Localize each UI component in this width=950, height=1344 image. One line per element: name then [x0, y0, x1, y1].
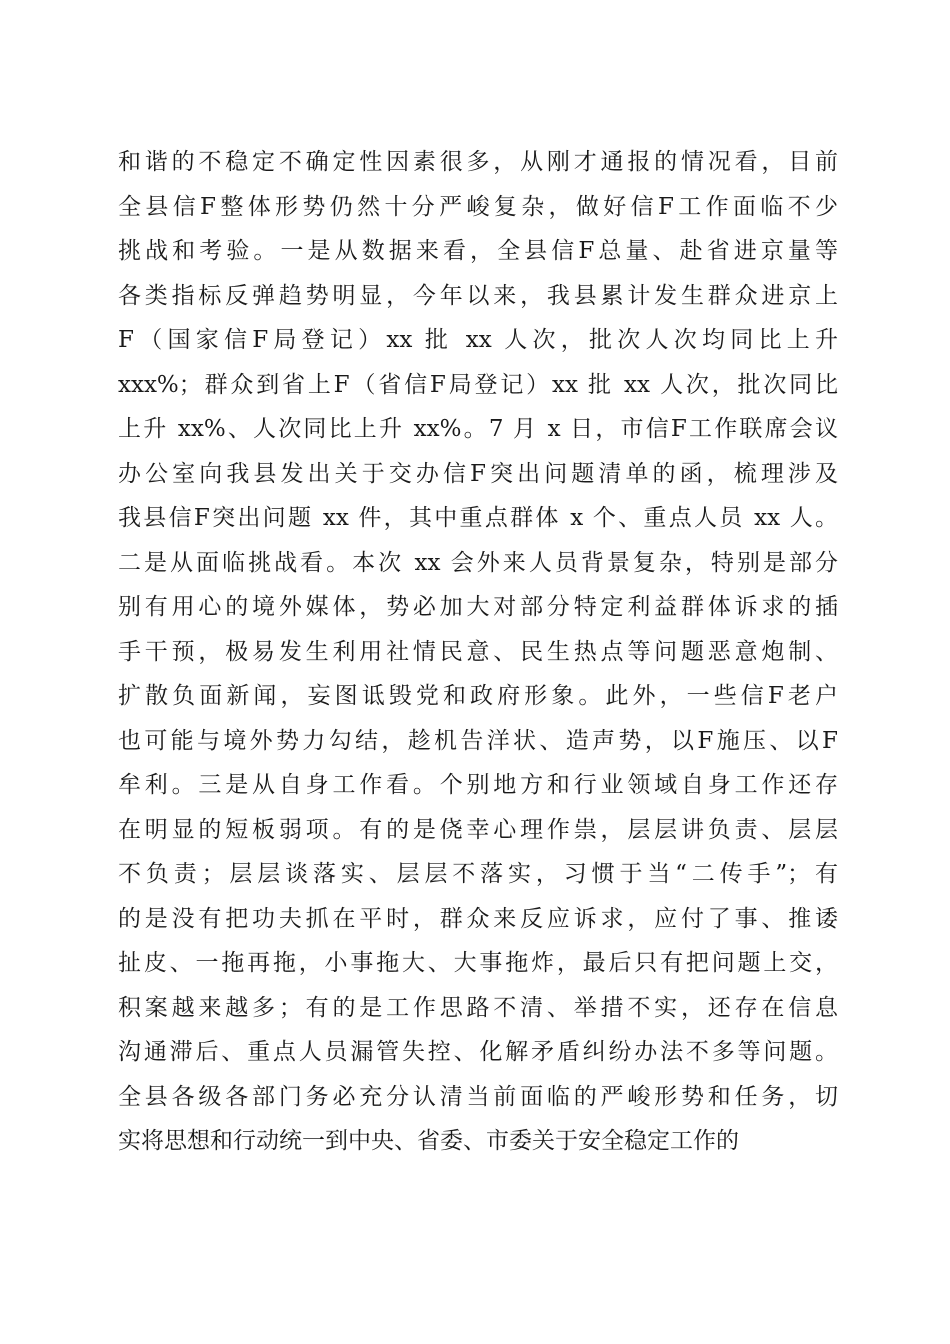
text-line: 办公室向我县发出关于交办信F突出问题清单的函，梳理涉及	[118, 460, 838, 487]
text-line: 沟通滞后、重点人员漏管失控、化解矛盾纠纷办法不多等问题。	[118, 1039, 838, 1065]
text-line: 和谐的不稳定不确定性因素很多，从刚才通报的情况看，目前	[118, 149, 838, 175]
text-line: 实将思想和行动统一到中央、省委、市委关于安全稳定工作的	[118, 1128, 739, 1154]
text-line: xxx%；群众到省上F（省信F局登记）xx 批 xx 人次，批次同比	[118, 371, 838, 398]
text-line: 不负责；层层谈落实、层层不落实，习惯于当“二传手”；有	[118, 861, 838, 887]
text-line: 在明显的短板弱项。有的是侥幸心理作祟，层层讲负责、层层	[118, 816, 838, 843]
text-line: 别有用心的境外媒体，势必加大对部分特定利益群体诉求的插	[118, 594, 838, 620]
text-line: 挑战和考验。一是从数据来看，全县信F总量、赴省进京量等	[118, 238, 838, 264]
text-line: 我县信F突出问题 xx 件，其中重点群体 x 个、重点人员 xx 人。	[118, 505, 838, 531]
text-line: 全县各级各部门务必充分认清当前面临的严峻形势和任务，切	[118, 1083, 838, 1110]
text-line: 各类指标反弹趋势明显，今年以来，我县累计发生群众进京上	[118, 282, 838, 309]
text-line: 积案越来越多；有的是工作思路不清、举措不实，还存在信息	[118, 994, 838, 1021]
text-line: F（国家信F局登记）xx 批 xx 人次，批次人次均同比上升	[118, 327, 838, 353]
text-line: 上升 xx%、人次同比上升 xx%。7 月 x 日，市信F工作联席会议	[118, 416, 838, 442]
text-line: 牟利。三是从自身工作看。个别地方和行业领域自身工作还存	[118, 772, 838, 798]
text-line: 扩散负面新闻，妄图诋毁党和政府形象。此外，一些信F老户	[118, 683, 838, 709]
text-line: 二是从面临挑战看。本次 xx 会外来人员背景复杂，特别是部分	[118, 549, 838, 576]
text-line: 也可能与境外势力勾结，趁机告洋状、造声势，以F施压、以F	[118, 727, 838, 754]
text-line: 全县信F整体形势仍然十分严峻复杂，做好信F工作面临不少	[118, 193, 838, 220]
text-line: 扯皮、一拖再拖，小事拖大、大事拖炸，最后只有把问题上交，	[118, 950, 838, 976]
text-line: 手干预，极易发生利用社情民意、民生热点等问题恶意炮制、	[118, 638, 838, 665]
body-paragraph	[118, 140, 838, 1164]
text-line: 的是没有把功夫抓在平时，群众来反应诉求，应付了事、推诿	[118, 905, 838, 932]
